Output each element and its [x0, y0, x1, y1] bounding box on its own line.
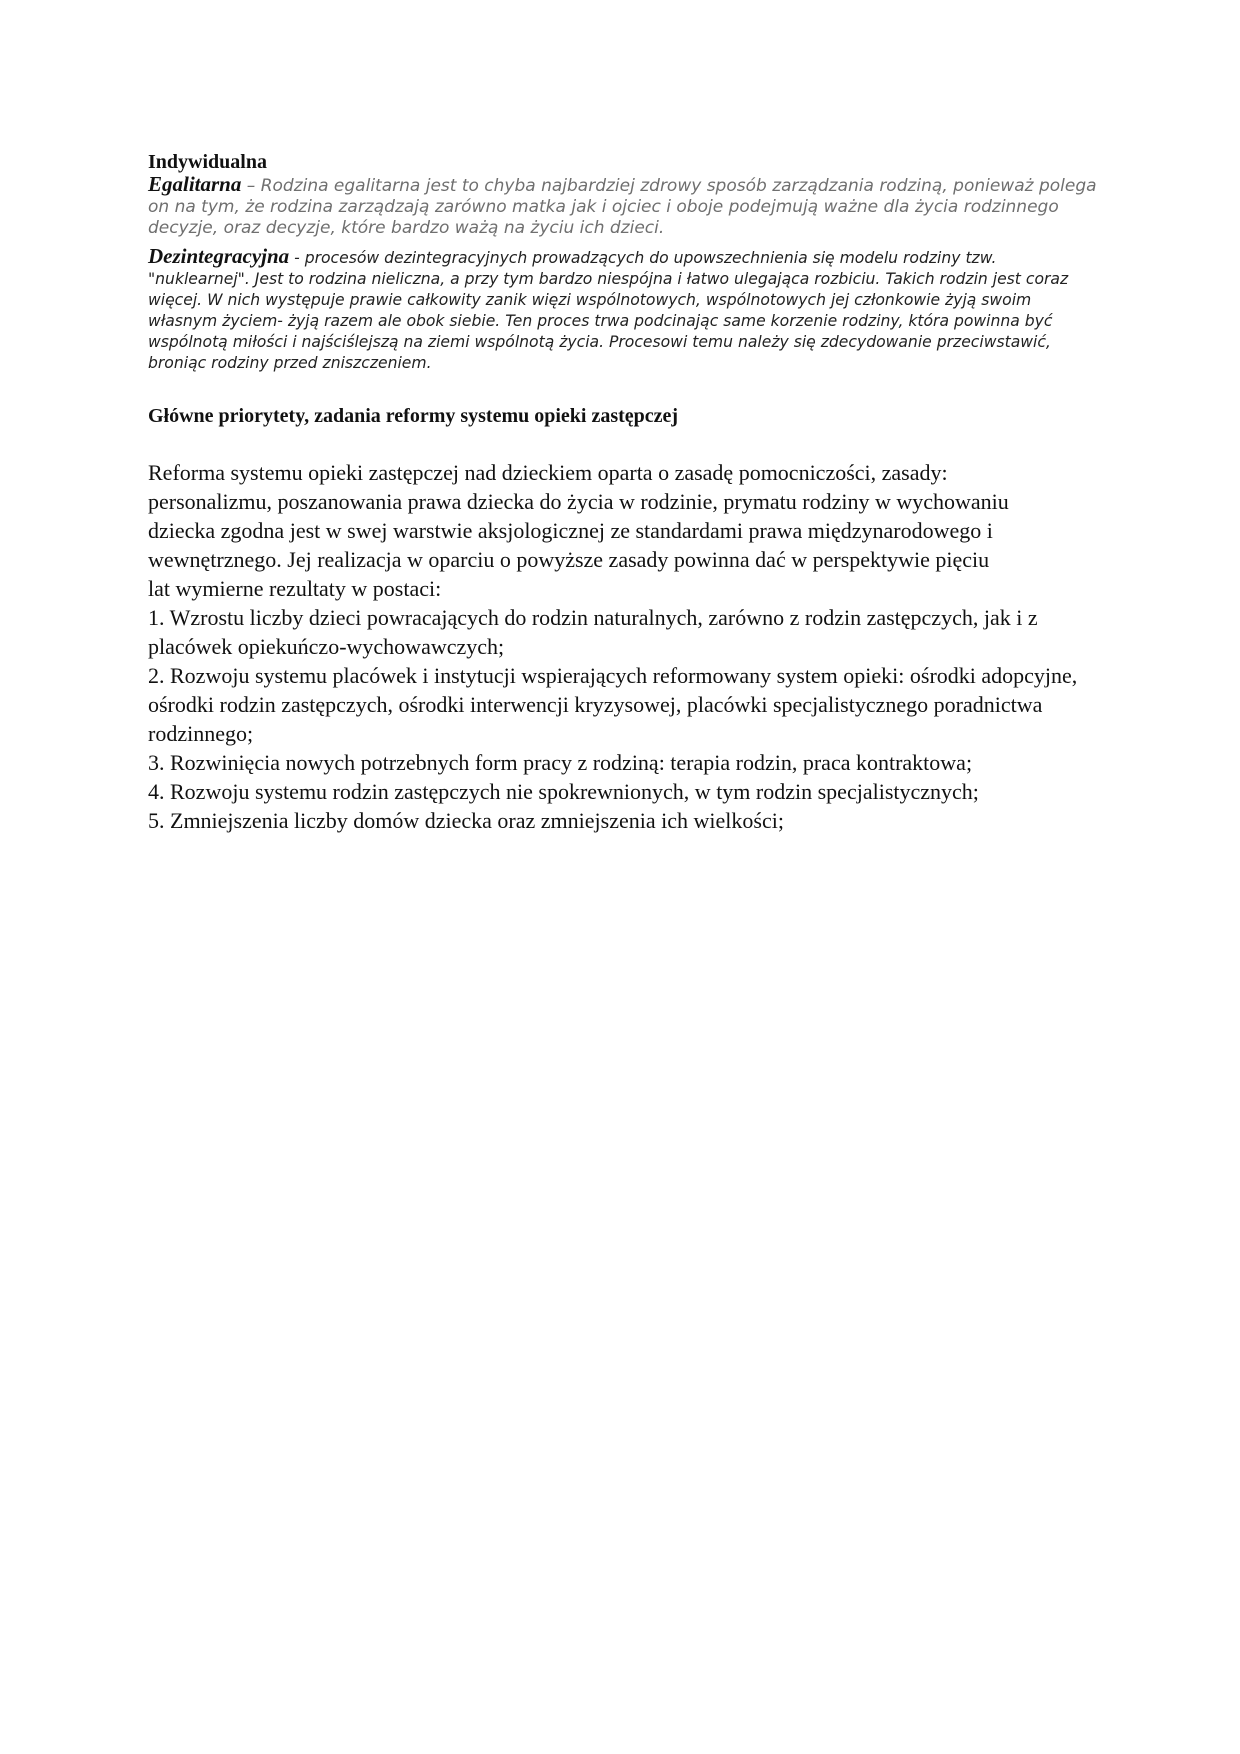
list-item: 4. Rozwoju systemu rodzin zastępczych nie spokrewnionych, w tym rodzin specjalistycznych; [148, 779, 979, 804]
list-item: 3. Rozwinięcia nowych potrzebnych form pracy z rodziną: terapia rodzin, praca kontraktowa; [148, 750, 973, 775]
list-item: 2. Rozwoju systemu placówek i instytucji wspierających reformowany system opieki: ośrodki adopcyjne, ośrodki rodzin zastępczych, ośrodki interwencji kryzysowej, placówki specjalistycznego poradnictwa rodzinnego; [148, 663, 1078, 746]
heading-indywidualna: Indywidualna [148, 151, 267, 173]
entry-egalitarna [148, 174, 1098, 239]
list-item: 1. Wzrostu liczby dzieci powracających do rodzin naturalnych, zarówno z rodzin zastępczych, jak i z placówek opiekuńczo-wychowawczych; [148, 605, 1038, 659]
section-title: Główne priorytety, zadania reformy systemu opieki zastępczej [148, 405, 679, 427]
entry-text: Rodzina egalitarna jest to chyba najbardziej zdrowy sposób zarządzania rodziną, ponieważ polega on na tym, że rodzina zarządzają zarówno matka jak i ojciec i oboje podejmują ważne dla życia rodzinnego decyzje, oraz decyzje, które bardzo ważą na życiu ich dzieci. [148, 176, 1097, 238]
entry-term: Egalitarna [148, 172, 242, 196]
entry-separator: – [241, 176, 261, 196]
entry-term: Dezintegracyjna [148, 244, 290, 268]
list-item: 5. Zmniejszenia liczby domów dziecka oraz zmniejszenia ich wielkości; [148, 808, 784, 833]
body-line: personalizmu, poszanowania prawa dziecka do życia w rodzinie, prymatu rodziny w wychowaniu [148, 489, 1009, 514]
body-line: Reforma systemu opieki zastępczej nad dzieckiem oparta o zasadę pomocniczości, zasady: [148, 460, 948, 485]
body-paragraph [148, 458, 1098, 603]
entry-separator: - [289, 249, 305, 267]
body-line: lat wymierne rezultaty w postaci: [148, 576, 442, 601]
body-line: dziecka zgodna jest w swej warstwie aksjologicznej ze standardami prawa międzynarodowego i [148, 518, 993, 543]
document-page [148, 150, 1098, 835]
body-line: wewnętrznego. Jej realizacja w oparciu o powyższe zasady powinna dać w perspektywie pięciu [148, 547, 990, 572]
entry-text: procesów dezintegracyjnych prowadzących do upowszechnienia się modelu rodziny tzw. "nuklearnej". Jest to rodzina nieliczna, a przy tym bardzo niespójna i łatwo ulegająca rozbiciu. Takich rodzin jest coraz więcej. W nich występuje prawie całkowity zanik więzi wspólnotowych, wspólnotowych jej członkowie żyją swoim własnym życiem- żyją razem ale obok siebie. Ten proces trwa podcinając same korzenie rodziny, która powinna być wspólnotą miłości i najściślejszą na ziemi wspólnotą życia. Procesowi temu należy się zdecydowanie przeciwstawić, broniąc rodziny przed zniszczeniem. [148, 249, 1069, 372]
entry-dezintegracyjna [148, 246, 1098, 374]
results-list [148, 603, 1098, 835]
